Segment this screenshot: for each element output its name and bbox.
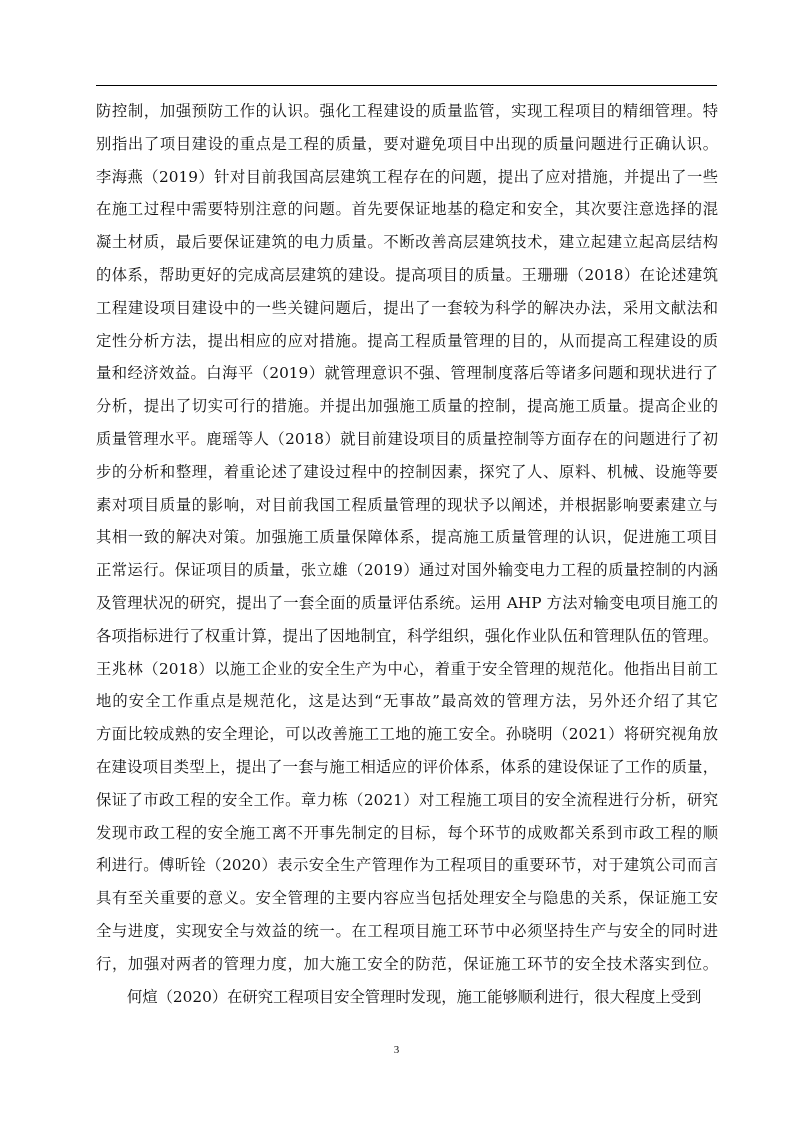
text-line: 方面比较成熟的安全理论，可以改善施工工地的施工安全。孙晓明（2021）将研究视角放 <box>96 725 718 744</box>
text-line: 防控制，加强预防工作的认识。强化工程建设的质量监管，实现工程项目的精细管理。特 <box>96 102 718 120</box>
page-number: 3 <box>393 1044 400 1056</box>
text-line: 各项指标进行了权重计算，提出了因地制宜，科学组织，强化作业队伍和管理队伍的管理。 <box>96 626 718 645</box>
text-line: 量和经济效益。白海平（2019）就管理意识不强、管理制度落后等诸多问题和现状进行了 <box>96 364 718 383</box>
text-line: 李海燕（2019）针对目前我国高层建筑工程存在的问题，提出了应对措施，并提出了一些 <box>96 167 718 186</box>
text-line: 分析，提出了切实可行的措施。并提出加强施工质量的控制，提高施工质量。提高企业的 <box>96 397 718 416</box>
text-line: 保证了市政工程的安全工作。章力栋（2021）对工程施工项目的安全流程进行分析，研究 <box>96 790 718 809</box>
text-line: 质量管理水平。鹿瑶等人（2018）就目前建设项目的质量控制等方面存在的问题进行了初 <box>96 429 718 448</box>
text-line: 素对项目质量的影响，对目前我国工程质量管理的现状予以阐述，并根据影响要素建立与 <box>96 495 718 514</box>
text-line: 具有至关重要的意义。安全管理的主要内容应当包括处理安全与隐患的关系，保证施工安 <box>96 889 718 908</box>
text-line: 其相一致的解决对策。加强施工质量保障体系，提高施工质量管理的认识，促进施工项目 <box>96 528 718 547</box>
text-line: 行，加强对两者的管理力度，加大施工安全的防范，保证施工环节的安全技术落实到位。 <box>96 954 718 973</box>
text-line: 发现市政工程的安全施工离不开事先制定的目标，每个环节的成败都关系到市政工程的顺 <box>96 823 718 842</box>
header-rule <box>96 85 717 86</box>
text-line: 步的分析和整理，着重论述了建设过程中的控制因素，探究了人、原料、机械、设施等要 <box>96 462 718 481</box>
paragraph-first-line: 何煊（2020）在研究工程项目安全管理时发现，施工能够顺利进行，很大程度上受到 <box>127 987 702 1006</box>
text-line: 及管理状况的研究，提出了一套全面的质量评估系统。运用 AHP 方法对输变电项目施工的 <box>96 593 718 612</box>
text-line: 定性分析方法，提出相应的应对措施。提高工程质量管理的目的，从而提高工程建设的质 <box>96 331 718 350</box>
text-line: 地的安全工作重点是规范化，这是达到“无事故”最高效的管理方法，另外还介绍了其它 <box>96 692 718 711</box>
text-line: 的体系，帮助更好的完成高层建筑的建设。提高项目的质量。王珊珊（2018）在论述建筑 <box>96 265 718 284</box>
text-line: 在建设项目类型上，提出了一套与施工相适应的评价体系，体系的建设保证了工作的质量， <box>96 757 718 776</box>
text-line: 别指出了项目建设的重点是工程的质量，要对避免项目中出现的质量问题进行正确认识。 <box>96 134 718 153</box>
text-line: 正常运行。保证项目的质量，张立雄（2019）通过对国外输变电力工程的质量控制的内涵 <box>96 561 718 580</box>
text-line: 凝土材质，最后要保证建筑的电力质量。不断改善高层建筑技术，建立起建立起高层结构 <box>96 233 718 252</box>
text-line: 全与进度，实现安全与效益的统一。在工程项目施工环节中必须坚持生产与安全的同时进 <box>96 921 718 940</box>
body-text <box>96 95 718 1013</box>
text-line: 王兆林（2018）以施工企业的安全生产为中心，着重于安全管理的规范化。他指出目前工 <box>96 659 718 678</box>
text-line: 工程建设项目建设中的一些关键问题后，提出了一套较为科学的解决办法，采用文献法和 <box>96 298 718 317</box>
text-line: 利进行。傅昕铨（2020）表示安全生产管理作为工程项目的重要环节，对于建筑公司而言 <box>96 856 718 875</box>
text-line: 在施工过程中需要特别注意的问题。首先要保证地基的稳定和安全，其次要注意选择的混 <box>96 200 718 219</box>
